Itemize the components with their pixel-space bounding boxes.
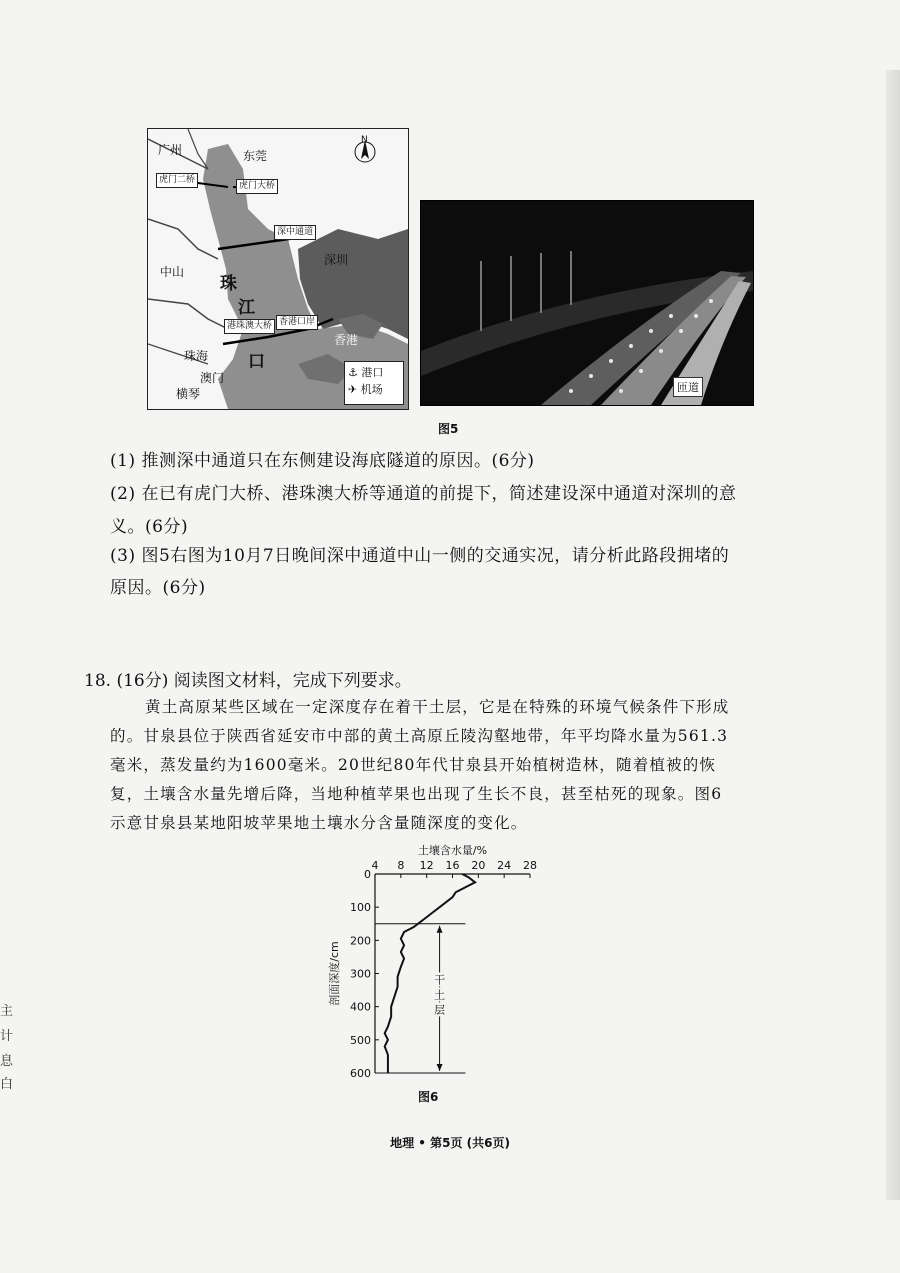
dry-layer-arrowhead-bottom (437, 1064, 443, 1071)
legend-airport (348, 381, 400, 398)
label-humen-second-bridge: 虎门二桥 (156, 173, 198, 188)
margin-char-2: 计 (0, 1029, 14, 1044)
q18-para-line-3: 毫米，蒸发量约为1600毫米。20世纪80年代甘泉县开始植树造林，随着植被的恢 (110, 756, 717, 774)
map-legend (344, 361, 404, 405)
margin-char-1: 主 (0, 1004, 14, 1019)
airplane-icon: ✈ (348, 383, 358, 396)
y-tick-label: 600 (350, 1067, 371, 1080)
x-tick-label: 4 (371, 859, 379, 872)
q18-para-line-5: 示意甘泉县某地阳坡苹果地土壤水分含量随深度的变化。 (110, 814, 528, 832)
question-17-3: (3) 图5右图为10月7日晚间深中通道中山一侧的交通实况，请分析此路段拥堵的 (110, 546, 730, 566)
x-tick-label: 12 (419, 859, 434, 872)
soil-moisture-line (385, 874, 475, 1073)
label-shenzhong-channel: 深中通道 (274, 225, 316, 240)
dry-layer-arrowhead-top (437, 926, 443, 933)
y-tick-label: 300 (350, 967, 371, 981)
label-zhongshan: 中山 (160, 265, 185, 279)
legend-airport-label: 机场 (360, 383, 383, 396)
label-jiang: 江 (238, 298, 255, 318)
question-18-header: 18. (16分) 阅读图文材料，完成下列要求。 (84, 671, 412, 691)
label-humen-bridge: 虎门大桥 (236, 179, 278, 194)
x-tick-label: 8 (397, 859, 405, 872)
y-tick-label: 100 (350, 901, 371, 915)
label-hengqin: 横琴 (176, 387, 201, 401)
annotation-char: 土 (434, 988, 446, 1002)
label-kou: 口 (248, 352, 265, 372)
label-zhu: 珠 (220, 274, 237, 294)
annotation-char: 层 (434, 1003, 446, 1017)
page-edge-shadow (886, 70, 900, 1200)
label-zhuhai: 珠海 (184, 349, 209, 363)
north-label: N (361, 135, 368, 145)
figure6-caption: 图6 (418, 1090, 439, 1104)
x-tick-label: 16 (445, 859, 460, 872)
label-hongkong: 香港 (334, 333, 359, 347)
north-arrow-icon (354, 137, 376, 171)
label-hk-port: 香港口岸 (276, 315, 318, 330)
margin-char-4: 白 (0, 1077, 14, 1092)
traffic-photo-image (421, 201, 753, 405)
x-tick-label: 20 (471, 859, 486, 872)
legend-port (348, 364, 400, 381)
label-guangzhou: 广州 (158, 143, 183, 157)
x-tick-label: 28 (523, 859, 537, 872)
page-footer: 地理 • 第5页 (共6页) (390, 1136, 510, 1150)
q18-para-line-2: 的。甘泉县位于陕西省延安市中部的黄土高原丘陵沟壑地带，年平均降水量为561.3 (110, 727, 729, 745)
label-hzm-bridge: 港珠澳大桥 (224, 319, 275, 334)
question-17-3-cont: 原因。(6分) (110, 578, 206, 598)
question-17-2: (2) 在已有虎门大桥、港珠澳大桥等通道的前提下，简述建设深中通道对深圳的意 (110, 484, 737, 504)
pearl-river-estuary-map (147, 128, 409, 410)
y-tick-label: 0 (364, 868, 371, 881)
y-tick-label: 400 (350, 1000, 371, 1014)
ramp-label: 匝道 (673, 377, 703, 397)
q18-para-line-1: 黄土高原某些区域在一定深度存在着干土层，它是在特殊的环境气候条件下形成 (145, 698, 730, 716)
annotation-char: 干 (434, 973, 446, 987)
label-dongguan: 东莞 (243, 149, 268, 163)
anchor-icon: ⚓ (348, 366, 358, 379)
legend-port-label: 港口 (361, 366, 384, 379)
night-traffic-photo (420, 200, 754, 406)
q18-para-line-4: 复，土壤含水量先增后降，当地种植苹果也出现了生长不良，甚至枯死的现象。图6 (110, 785, 723, 803)
question-17-1: (1) 推测深中通道只在东侧建设海底隧道的原因。(6分) (110, 451, 535, 471)
label-shenzhen: 深圳 (324, 253, 349, 267)
y-tick-label: 500 (350, 1033, 371, 1047)
figure5-caption: 图5 (438, 422, 459, 436)
question-17-2-cont: 义。(6分) (110, 517, 189, 537)
y-tick-label: 200 (350, 934, 371, 948)
x-axis-label: 土壤含水量/% (417, 844, 488, 857)
soil-moisture-chart (330, 840, 590, 1090)
label-macau: 澳门 (200, 371, 225, 385)
margin-char-3: 息 (0, 1054, 14, 1069)
x-tick-label: 24 (497, 859, 512, 872)
y-axis-label: 剖面深度/cm (328, 941, 341, 1006)
chart-svg (330, 840, 590, 1090)
